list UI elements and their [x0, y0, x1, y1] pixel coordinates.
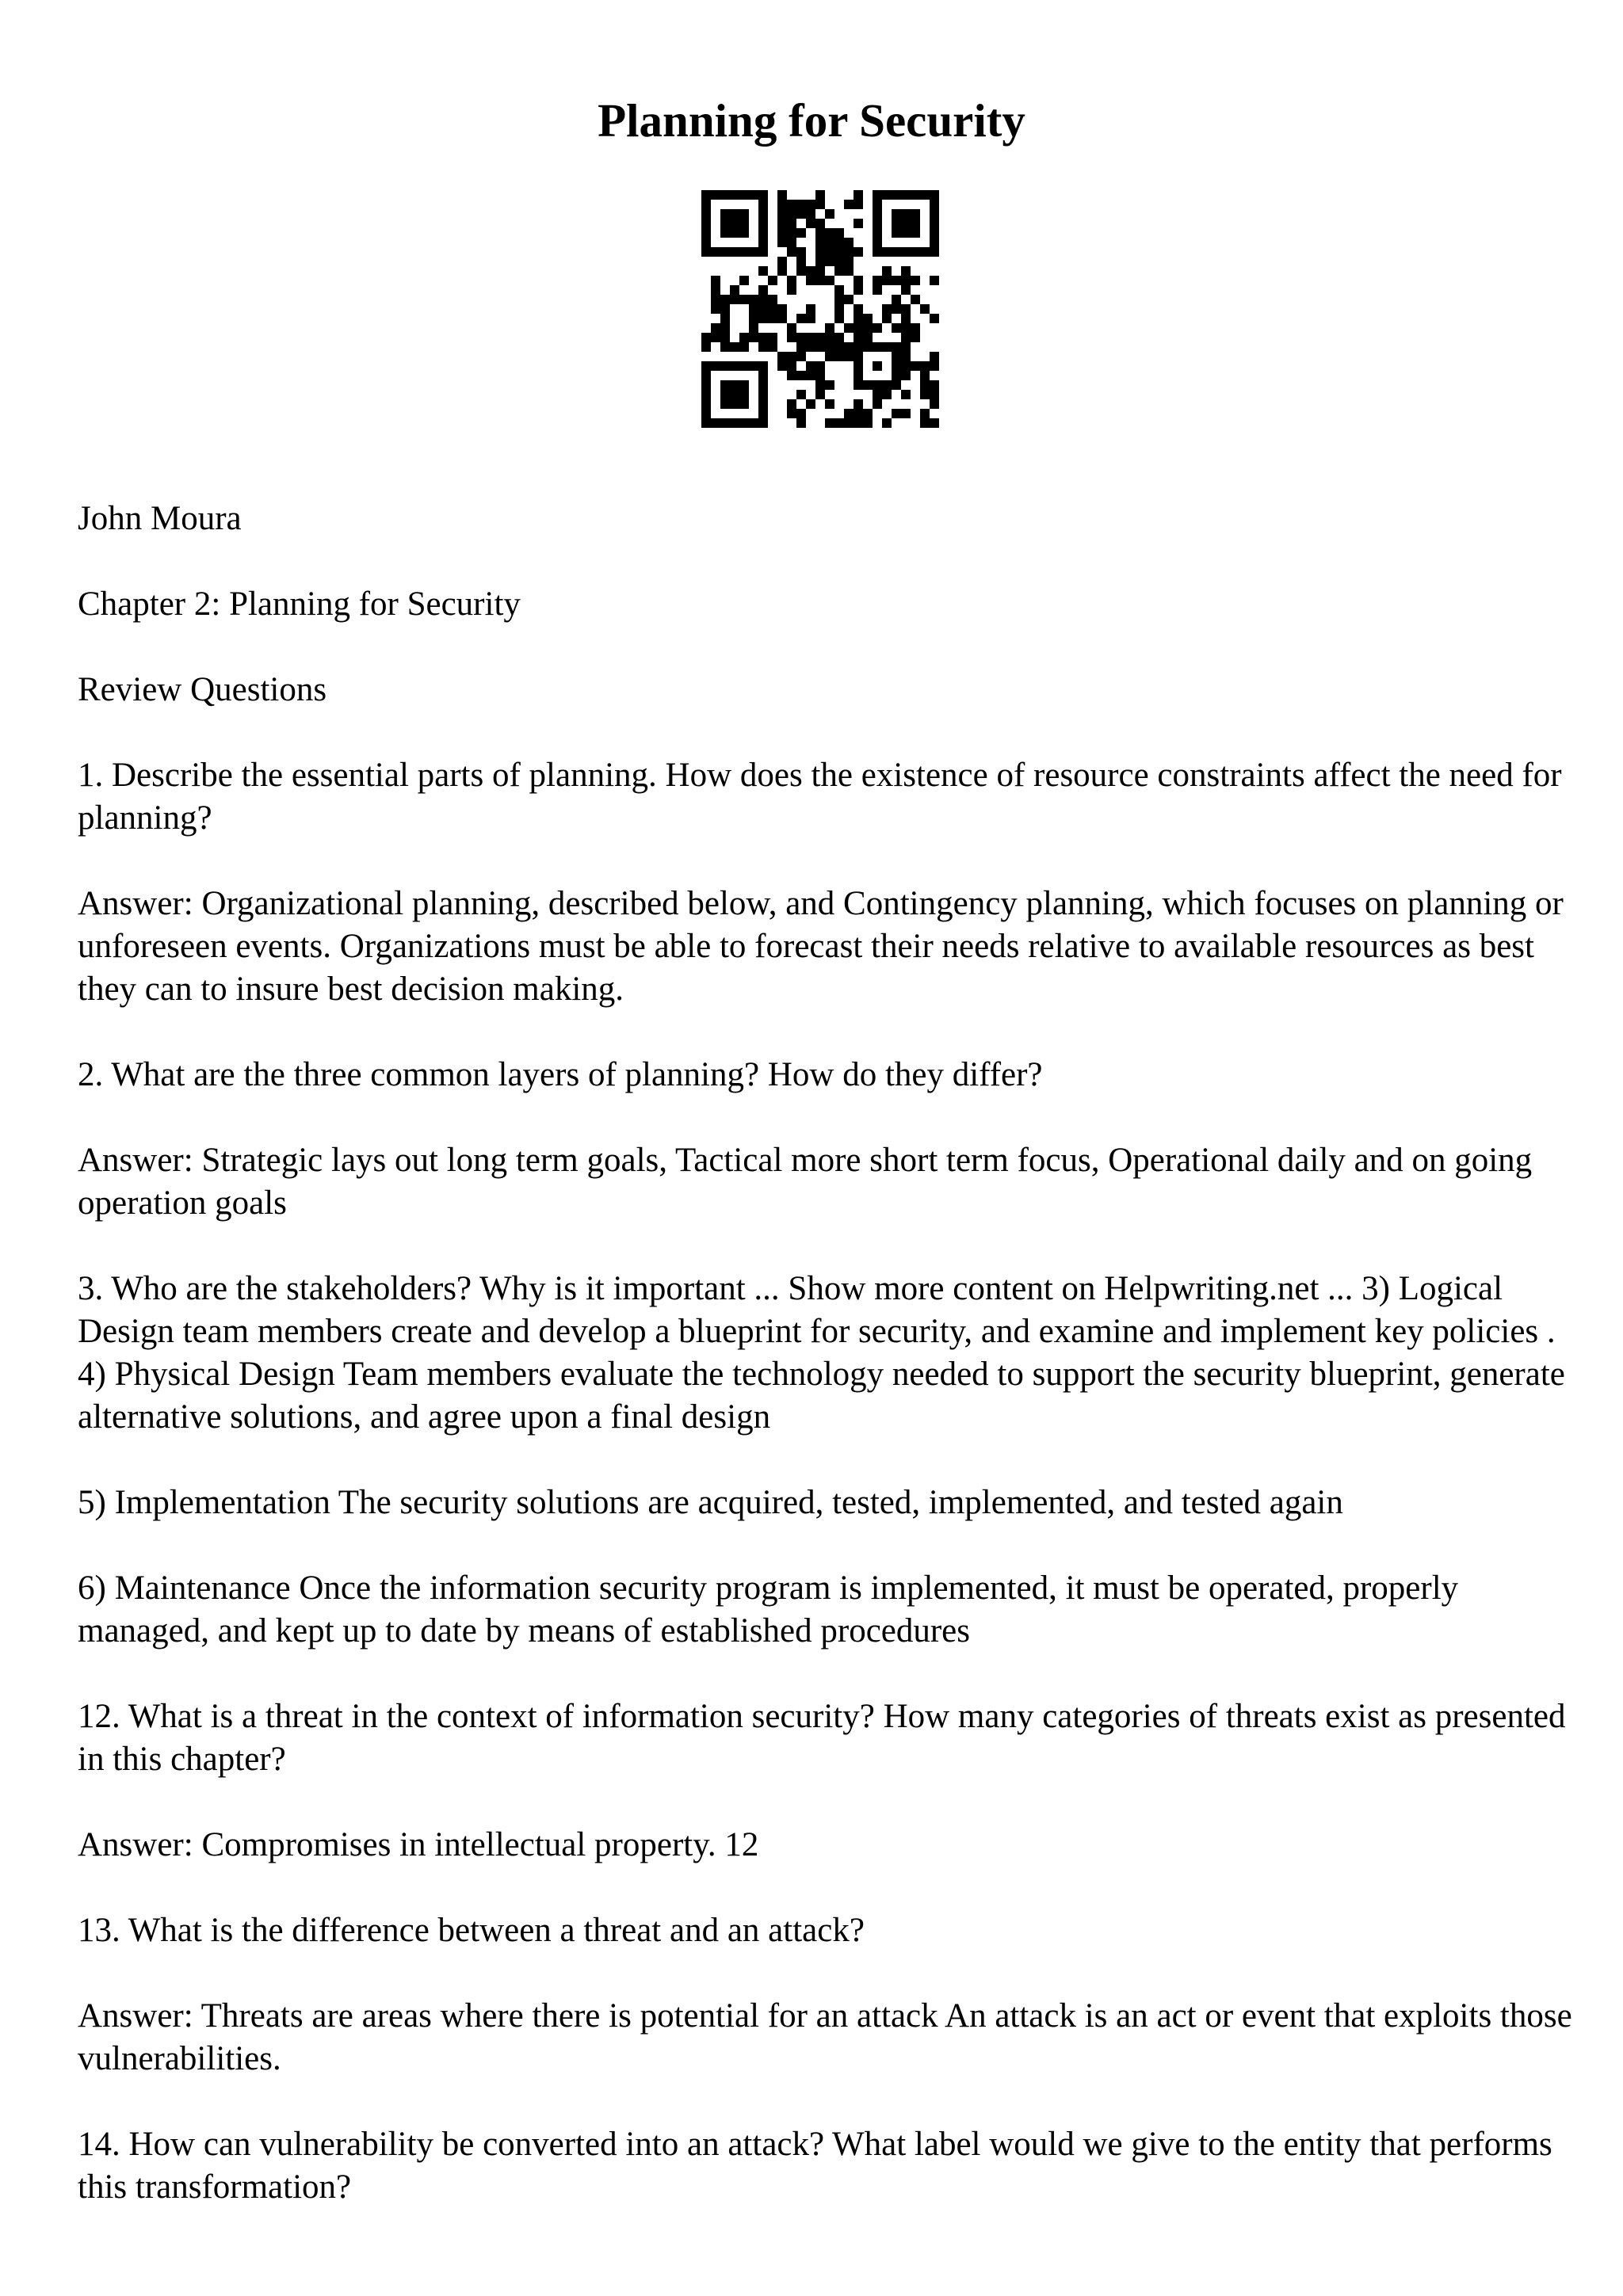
maintenance-paragraph: 6) Maintenance Once the information security program is implemented, it must be operated, properly managed, and kept up to date by means of established procedures: [78, 1569, 1459, 1650]
question-2: 2. What are the three common layers of planning? How do they differ?: [78, 1056, 1043, 1093]
document-body: [78, 498, 1583, 2252]
answer-2: Answer: Strategic lays out long term goals, Tactical more short term focus, Operational daily and on going operation goals: [78, 1142, 1533, 1222]
question-14: 14. How can vulnerability be converted into an attack? What label would we give to the entity that performs this transformation?: [78, 2126, 1552, 2206]
answer-13: Answer: Threats are areas where there is potential for an attack An attack is an act or event that exploits those vulnerabilities.: [78, 1997, 1572, 2077]
section-heading: Review Questions: [78, 671, 327, 708]
question-13: 13. What is the difference between a threat and an attack?: [78, 1912, 865, 1949]
page-title: Planning for Security: [598, 94, 1025, 147]
implementation-paragraph: 5) Implementation The security solutions are acquired, tested, implemented, and tested again: [78, 1484, 1343, 1521]
question-1: 1. Describe the essential parts of planning. How does the existence of resource constraints affect the need for planning?: [78, 757, 1562, 837]
chapter-heading: Chapter 2: Planning for Security: [78, 585, 521, 623]
question-3-excerpt: 3. Who are the stakeholders? Why is it important ... Show more content on Helpwriting.net ... 3) Logical Design team members create and develop a blueprint for security, and examine and implement key policies . 4) Physical Design Team members evaluate the technology needed to support the security blueprint, generate alternative solutions, and agree upon a final design: [78, 1270, 1565, 1436]
author-name: John Moura: [78, 500, 242, 537]
answer-12: Answer: Compromises in intellectual property. 12: [78, 1826, 759, 1863]
qr-code-icon: [701, 190, 939, 428]
answer-1: Answer: Organizational planning, described below, and Contingency planning, which focuses on planning or unforeseen events. Organizations must be able to forecast their needs relative to available resources as best they can to insure best decision making.: [78, 885, 1564, 1008]
question-12: 12. What is a threat in the context of information security? How many categories of threats exist as presented in this chapter?: [78, 1698, 1566, 1778]
